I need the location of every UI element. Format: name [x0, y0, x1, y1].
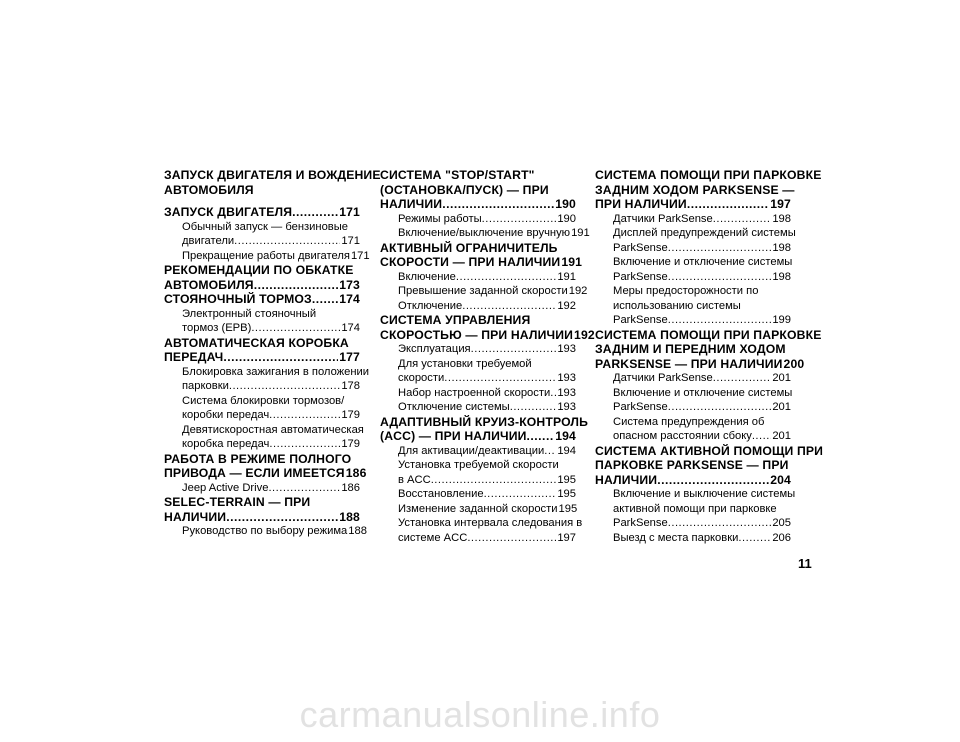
toc-heading-line: [595, 443, 824, 459]
toc-page-number: 193: [557, 401, 576, 413]
toc-heading-line: [164, 205, 360, 220]
toc-subentry-line: [380, 357, 576, 372]
dot-leader: [268, 481, 340, 496]
toc-entry-text: системе ACC: [398, 531, 468, 544]
dot-leader: [510, 400, 557, 415]
toc-entry-text: Датчики ParkSense: [613, 212, 713, 225]
toc-entry-text: Для активации/деактивации: [398, 444, 545, 457]
toc-entry-text: Включение и отключение системы: [613, 256, 793, 268]
toc-subentry-line: [164, 423, 364, 438]
toc-heading-line: [380, 183, 576, 198]
toc-page-number: 192: [557, 299, 576, 312]
toc-subentry-line: [380, 270, 576, 285]
toc-entry-text: НАЛИЧИИ: [164, 509, 227, 524]
toc-entry-text: Система блокировки тормозов/: [182, 394, 345, 407]
toc-subentry-line: [164, 524, 367, 539]
toc-page-number: 205: [772, 517, 791, 529]
dot-leader: [471, 342, 557, 357]
toc-subentry-line: [164, 234, 360, 249]
toc-page-number: 193: [557, 343, 576, 355]
dot-leader: [687, 197, 769, 212]
toc-subentry-line: [164, 408, 360, 423]
toc-page-number: 193: [557, 372, 576, 384]
toc-page-number: 174: [341, 322, 360, 334]
toc-entry-text: СТОЯНОЧНЫЙ ТОРМОЗ: [164, 292, 312, 306]
toc-page-number: 192: [568, 285, 588, 297]
toc-column-3: [595, 168, 824, 545]
toc-subentry-line: [380, 444, 576, 459]
toc-entry-text: Установка требуемой скорости: [398, 459, 559, 471]
toc-page-number: 173: [339, 277, 360, 292]
toc-heading-line: [164, 278, 360, 293]
toc-entry-text: Изменение заданной скорости: [398, 502, 558, 515]
toc-page-number: 188: [339, 509, 360, 524]
toc-page-number: 171: [339, 205, 360, 219]
toc-page-number: 174: [339, 292, 360, 306]
toc-entry-text: парковки: [182, 380, 229, 392]
toc-subentry-line: [164, 481, 360, 496]
dot-leader: [544, 444, 556, 459]
toc-entry-text: АВТОМАТИЧЕСКАЯ КОРОБКА: [164, 335, 349, 350]
toc-entry-text: коробка передач: [182, 438, 270, 450]
toc-entry-text: РЕКОМЕНДАЦИИ ПО ОБКАТКЕ: [164, 263, 354, 277]
dot-leader: [292, 205, 338, 220]
dot-leader: [462, 299, 556, 314]
toc-page-number: 193: [557, 386, 576, 399]
toc-entry-text: активной помощи при парковке: [613, 502, 777, 515]
dot-leader: [456, 270, 556, 285]
toc-entry-text: Руководство по выбору режима: [182, 525, 348, 537]
dot-leader: [229, 379, 340, 394]
toc-heading-line: [595, 458, 791, 473]
dot-leader: [444, 371, 556, 386]
toc-page-number: 200: [783, 356, 805, 371]
toc-subentry-line: [595, 400, 791, 415]
toc-subentry-line: [164, 437, 360, 452]
watermark: carmanualsonline.info: [299, 694, 661, 735]
toc-entry-text: (ACC) — ПРИ НАЛИЧИИ: [380, 429, 527, 443]
toc-page-number: 191: [557, 270, 576, 283]
toc-entry-text: СКОРОСТЬЮ — ПРИ НАЛИЧИИ: [380, 327, 574, 342]
toc-heading-line: [164, 466, 367, 481]
dot-leader: [467, 531, 556, 546]
toc-page-number: 178: [341, 380, 360, 392]
toc-entry-text: РАБОТА В РЕЖИМЕ ПОЛНОГО: [164, 451, 352, 466]
toc-subentry-line: [164, 249, 370, 264]
toc-subentry-line: [595, 429, 791, 444]
dot-leader: [431, 473, 557, 488]
toc-page-number: 191: [561, 255, 583, 269]
toc-entry-text: ПАРКОВКЕ PARKSENSE — ПРИ: [595, 458, 789, 472]
toc-subentry-line: [595, 284, 791, 299]
toc-subentry-line: [164, 379, 360, 394]
toc-page-number: 204: [770, 472, 791, 487]
toc-entry-text: Включение и отключение системы: [613, 386, 793, 399]
toc-entry-text: Включение и выключение системы: [613, 488, 796, 500]
toc-page-number: 171: [350, 249, 370, 262]
toc-subentry-line: [595, 299, 791, 314]
toc-heading-line: [380, 197, 576, 212]
toc-subentry-line: [595, 502, 791, 517]
toc-entry-text: Дисплей предупреждений системы: [613, 227, 796, 239]
toc-page-number: 206: [772, 531, 791, 544]
toc-subentry-line: [595, 371, 791, 386]
toc-entry-text: Блокировка зажигания в положении: [182, 365, 370, 378]
toc-entry-text: Режимы работы: [398, 212, 482, 225]
dot-leader: [269, 437, 340, 452]
toc-entry-text: Система предупреждения об: [613, 415, 765, 428]
toc-entry-text: Обычный запуск — бензиновые: [182, 220, 348, 233]
toc-subentry-line: [595, 313, 791, 328]
toc-heading-line: [595, 356, 805, 372]
dot-leader: [254, 278, 338, 293]
toc-heading-line: [164, 183, 360, 198]
toc-entry-text: СИСТЕМА ПОМОЩИ ПРИ ПАРКОВКЕ: [595, 168, 822, 182]
dot-leader: [668, 241, 772, 256]
toc-entry-text: АВТОМОБИЛЯ: [164, 182, 254, 197]
toc-subentry-line: [380, 502, 576, 517]
dot-leader: [668, 400, 772, 415]
toc-subentry-line: [380, 299, 576, 314]
dot-leader: [657, 473, 769, 488]
toc-subentry-line: [595, 415, 791, 430]
toc-entry-text: в ACC: [398, 473, 431, 486]
toc-subentry-line: [595, 212, 791, 227]
toc-subentry-line: [595, 241, 791, 256]
toc-heading-line: [595, 182, 795, 198]
toc-entry-text: ЗАПУСК ДВИГАТЕЛЯ И ВОЖДЕНИЕ: [164, 168, 381, 182]
toc-entry-text: Отключение системы: [398, 401, 510, 413]
toc-heading-line: [164, 495, 360, 510]
toc-entry-text: ПРИВОДА — ЕСЛИ ИМЕЕТСЯ: [164, 466, 345, 480]
toc-page-number: 194: [557, 444, 576, 457]
toc-entry-text: АВТОМОБИЛЯ: [164, 277, 254, 292]
toc-heading-line: [380, 313, 576, 328]
toc-page-number: 186: [345, 466, 367, 480]
toc-entry-text: коробки передач: [182, 409, 270, 421]
toc-entry-text: СИСТЕМА ПОМОЩИ ПРИ ПАРКОВКЕ: [595, 327, 822, 342]
toc-column-1: [164, 168, 381, 539]
toc-entry-text: Прекращение работы двигателя: [182, 249, 350, 262]
toc-entry-text: ParkSense: [613, 270, 668, 283]
toc-page-number: 197: [770, 197, 791, 211]
toc-subentry-line: [380, 226, 590, 241]
toc-subentry-line: [380, 516, 583, 531]
toc-subentry-line: [380, 371, 576, 386]
toc-heading-line: [164, 452, 360, 467]
toc-heading-line: [380, 327, 595, 343]
toc-entry-text: Меры предосторожности по: [613, 285, 759, 297]
toc-page-number: 190: [557, 212, 576, 225]
toc-entry-text: Выезд с места парковки: [613, 531, 739, 544]
toc-subentry-line: [380, 487, 576, 502]
toc-entry-text: Для установки требуемой: [398, 357, 532, 370]
toc-entry-text: двигатели: [182, 235, 235, 247]
dot-leader: [226, 510, 338, 525]
toc-entry-text: использованию системы: [613, 299, 741, 312]
toc-page-number: 179: [341, 409, 360, 421]
toc-heading-line: [380, 414, 589, 430]
dot-leader: [668, 313, 772, 328]
toc-entry-text: ParkSense: [613, 401, 668, 413]
toc-heading-line: [164, 510, 360, 525]
toc-entry-text: ПЕРЕДАЧ: [164, 350, 224, 364]
toc-page-number: 177: [339, 350, 360, 364]
toc-subentry-line: [380, 284, 588, 299]
toc-entry-text: Включение/выключение вручную: [398, 227, 571, 239]
toc-heading-line: [164, 263, 360, 278]
toc-entry-text: АКТИВНЫЙ ОГРАНИЧИТЕЛЬ: [380, 240, 558, 255]
toc-page-number: 195: [557, 473, 576, 486]
dot-leader: [442, 197, 554, 212]
toc-page-number: 188: [348, 525, 367, 537]
toc-entry-text: Датчики ParkSense: [613, 372, 713, 384]
toc-entry-text: НАЛИЧИИ: [380, 197, 443, 211]
toc-entry-text: SELEC-TERRAIN — ПРИ: [164, 495, 311, 509]
toc-heading-line: [595, 342, 791, 357]
dot-leader: [223, 350, 338, 365]
dot-leader: [482, 212, 557, 227]
dot-leader: [713, 212, 772, 227]
toc-heading-line: [380, 255, 583, 270]
toc-entry-text: ЗАДНИМ ХОДОМ PARKSENSE —: [595, 182, 795, 197]
toc-subentry-line: [164, 365, 370, 380]
toc-entry-text: СИСТЕМА АКТИВНОЙ ПОМОЩИ ПРИ: [595, 443, 824, 458]
toc-subentry-line: [595, 270, 791, 285]
toc-subentry-line: [380, 400, 576, 415]
toc-entry-text: НАЛИЧИИ: [595, 472, 658, 487]
toc-subentry-line: [595, 487, 796, 502]
toc-page-number: 179: [341, 438, 360, 450]
toc-subentry-line: [164, 321, 360, 336]
toc-entry-text: Девятискоростная автоматическая: [182, 423, 364, 436]
toc-heading-line: [164, 168, 381, 183]
dot-leader: [738, 531, 771, 546]
toc-entry-text: (ОСТАНОВКА/ПУСК) — ПРИ: [380, 182, 549, 197]
toc-entry-text: СИСТЕМА "STOP/START": [380, 168, 535, 182]
toc-entry-text: Эксплуатация: [398, 343, 471, 355]
toc-page-number: 201: [772, 401, 791, 413]
dot-leader: [269, 408, 340, 423]
toc-heading-line: [164, 292, 360, 307]
toc-entry-text: ParkSense: [613, 314, 668, 326]
toc-subentry-line: [595, 531, 791, 546]
toc-page-number: 198: [772, 270, 791, 283]
toc-entry-text: СИСТЕМА УПРАВЛЕНИЯ: [380, 313, 531, 327]
dot-leader: [752, 429, 772, 444]
toc-entry-text: Набор настроенной скорости: [398, 386, 551, 399]
dot-leader: [527, 429, 555, 444]
toc-page-number: 199: [772, 314, 791, 326]
toc-entry-text: PARKSENSE — ПРИ НАЛИЧИИ: [595, 356, 783, 371]
toc-entry-text: Восстановление: [398, 488, 484, 500]
toc-entry-text: СКОРОСТИ — ПРИ НАЛИЧИИ: [380, 255, 561, 269]
toc-subentry-line: [380, 458, 576, 473]
toc-page-number: 192: [574, 327, 595, 342]
toc-page-number: 198: [772, 241, 791, 254]
toc-column-2: [380, 168, 595, 545]
toc-page-number: 195: [558, 502, 578, 515]
page-number: 11: [798, 556, 812, 571]
toc-page-number: 195: [557, 488, 576, 500]
toc-subentry-line: [595, 255, 791, 270]
dot-leader: [251, 321, 340, 336]
toc-entry-text: Электронный стояночный: [182, 307, 317, 320]
toc-heading-line: [380, 168, 576, 183]
toc-entry-text: Установка интервала следования в: [398, 517, 583, 529]
toc-subentry-line: [164, 220, 360, 235]
dot-leader: [713, 371, 772, 386]
toc-page-number: 194: [555, 429, 576, 443]
toc-entry-text: АДАПТИВНЫЙ КРУИЗ-КОНТРОЛЬ: [380, 414, 589, 429]
toc-entry-text: скорости: [398, 372, 445, 384]
toc-subentry-line: [380, 386, 576, 401]
toc-heading-line: [380, 241, 576, 256]
toc-page-number: 171: [341, 235, 360, 247]
toc-entry-text: Превышение заданной скорости: [398, 285, 568, 297]
toc-entry-text: тормоз (EPB): [182, 322, 252, 334]
dot-leader: [668, 516, 772, 531]
toc-page-number: 190: [555, 197, 576, 211]
dot-leader: [234, 234, 340, 249]
toc-entry-text: Включение: [398, 270, 456, 283]
toc-subentry-line: [595, 226, 796, 241]
toc-entry-text: ParkSense: [613, 241, 668, 254]
toc-heading-line: [380, 429, 576, 444]
toc-entry-text: ЗАДНИМ И ПЕРЕДНИМ ХОДОМ: [595, 342, 786, 356]
toc-subentry-line: [595, 516, 791, 531]
toc-page-number: 186: [341, 481, 360, 494]
toc-entry-text: ЗАПУСК ДВИГАТЕЛЯ: [164, 205, 293, 219]
toc-heading-line: [595, 168, 822, 183]
toc-page-number: 201: [772, 430, 791, 442]
toc-entry-text: Отключение: [398, 299, 463, 312]
toc-subentry-line: [380, 531, 576, 546]
toc-heading-line: [164, 336, 360, 351]
toc-entry-text: опасном расстоянии сбоку: [613, 430, 752, 442]
toc-subentry-line: [380, 212, 576, 227]
dot-leader: [312, 292, 338, 307]
toc-heading-line: [595, 473, 791, 488]
toc-page-number: 197: [557, 531, 576, 544]
toc-heading-line: [164, 350, 360, 365]
toc-page-number: 191: [571, 227, 590, 239]
dot-leader: [484, 487, 557, 502]
toc-entry-text: ПРИ НАЛИЧИИ: [595, 197, 687, 211]
toc-page-number: 198: [772, 212, 791, 225]
toc-entry-text: ParkSense: [613, 517, 668, 529]
toc-subentry-line: [380, 342, 576, 357]
dot-leader: [668, 270, 772, 285]
toc-page-number: 201: [772, 372, 791, 384]
toc-heading-line: [595, 327, 822, 343]
toc-subentry-line: [380, 473, 576, 488]
toc-subentry-line: [164, 394, 360, 409]
toc-subentry-line: [595, 386, 791, 401]
toc-entry-text: Jeep Active Drive: [182, 481, 269, 494]
toc-subentry-line: [164, 307, 360, 322]
toc-heading-line: [595, 197, 791, 212]
